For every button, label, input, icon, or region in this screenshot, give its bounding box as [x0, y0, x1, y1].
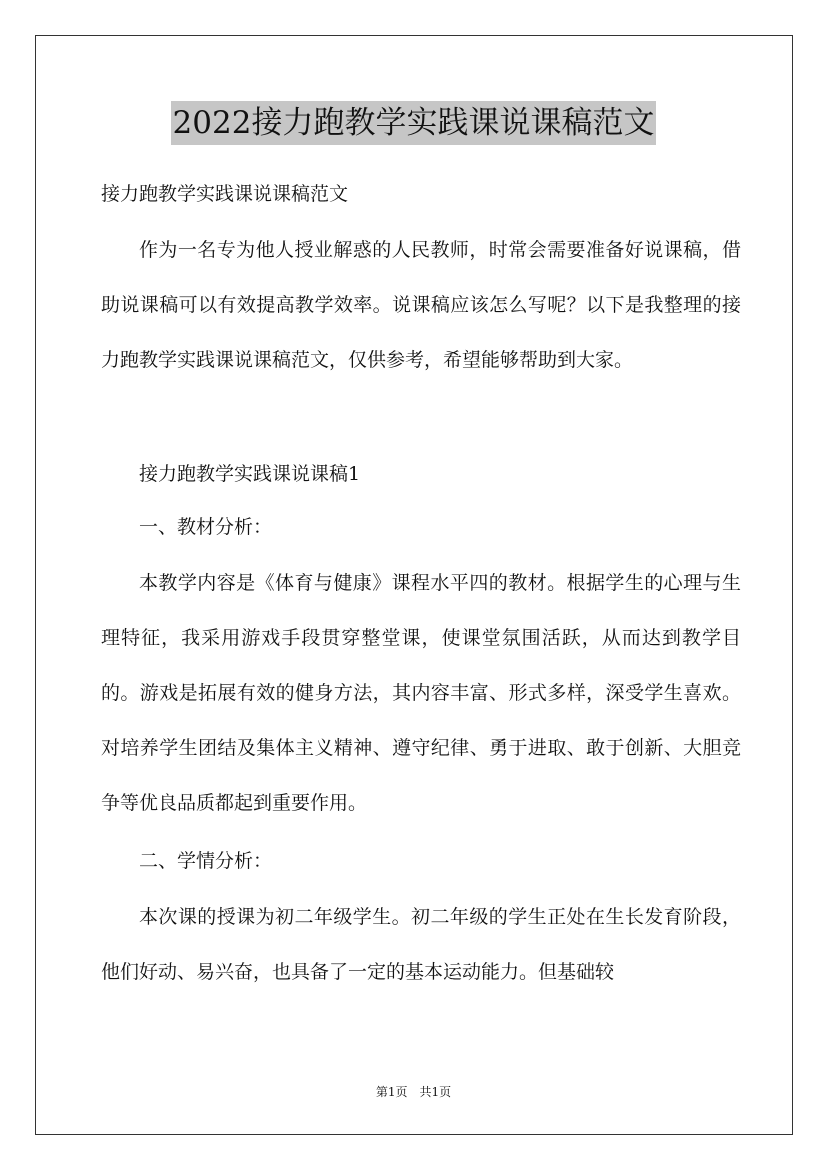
- section-spacer: [101, 388, 741, 452]
- document-body: [101, 172, 741, 1000]
- paragraph-student-analysis: 本次课的授课为初二年级学生。初二年级的学生正处在生长发育阶段，他们好动、易兴奋，也具备了一定的基本运动能力。但基础较: [101, 906, 741, 983]
- document-title-block: [0, 100, 827, 145]
- page-footer: 第1页 共1页: [375, 1085, 452, 1099]
- heading-student-analysis: 二、学情分析：: [139, 850, 273, 872]
- document-title: 2022接力跑教学实践课说课稿范文: [171, 101, 657, 145]
- section-title: 接力跑教学实践课说课稿1: [139, 463, 361, 485]
- intro-paragraph: 作为一名专为他人授业解惑的人民教师，时常会需要准备好说课稿，借助说课稿可以有效提高教学效率。说课稿应该怎么写呢？以下是我整理的接力跑教学实践课说课稿范文，仅供参考，希望能够帮助到大家。: [101, 239, 741, 371]
- document-subtitle: 接力跑教学实践课说课稿范文: [101, 183, 349, 205]
- heading-teaching-material: 一、教材分析：: [139, 516, 273, 538]
- paragraph-teaching-material: 本教学内容是《体育与健康》课程水平四的教材。根据学生的心理与生理特征，我采用游戏手段贯穿整堂课，使课堂氛围活跃，从而达到教学目的。游戏是拓展有效的健身方法，其内容丰富、形式多样，深受学生喜欢。对培养学生团结及集体主义精神、遵守纪律、勇于进取、敢于创新、大胆竞争等优良品质都起到重要作用。: [101, 572, 741, 814]
